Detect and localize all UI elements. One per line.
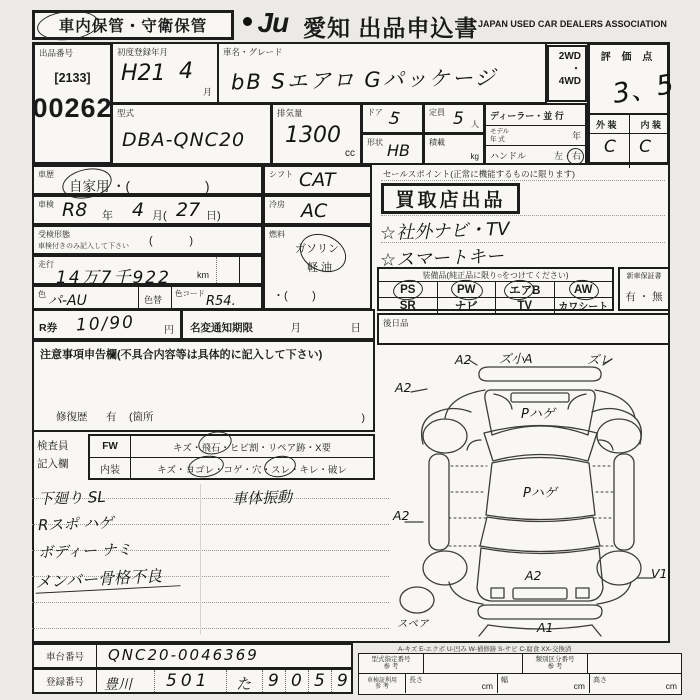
first-reg-month: 4 <box>179 59 193 84</box>
cert-use-label: 車検証利用 <box>366 677 397 684</box>
r-ticket-value: 10/90 <box>75 312 136 336</box>
load-unit: kg <box>470 152 479 161</box>
reg-div-1 <box>154 670 155 692</box>
repair-history-label: 修復歴 <box>56 411 88 423</box>
drive-box <box>547 45 587 102</box>
notes-area <box>32 484 391 642</box>
caution-label: 注意事項申告欄(不具合内容等は具体的に記入して下さい) <box>40 349 323 361</box>
r-ticket-box <box>32 309 182 340</box>
car-name-box <box>217 42 547 104</box>
mileage-extra-divider <box>239 257 240 283</box>
load-label: 積載 <box>429 138 445 147</box>
jyuken-note: 車検付きのみ記入して下さい <box>38 243 129 250</box>
score-value: 3、5 <box>610 68 677 111</box>
notes-dotline-6 <box>32 628 389 629</box>
car-name-value: bB Sエアロ Gパッケージ <box>230 65 498 95</box>
length-unit: cm <box>481 681 493 691</box>
equip-leather-seat: カワシート <box>558 302 609 313</box>
color-row <box>32 285 263 310</box>
height-label: 高さ <box>593 677 607 684</box>
damage-label-left-mid: A2 <box>393 508 410 523</box>
damage-label-top-left: A2 <box>455 352 472 367</box>
caution-box <box>32 340 375 432</box>
damage-label-bottom: A1 <box>537 620 554 635</box>
mileage-label: 走行 <box>38 260 54 269</box>
note-frame-defect: メンバー骨格不良 <box>34 562 180 594</box>
class-division-label: 類別区分番号 <box>535 656 575 663</box>
model-code-value: DBA-QNC20 <box>122 129 246 151</box>
reg-div-6 <box>331 670 332 692</box>
color-label: 色 <box>38 290 46 299</box>
capacity-unit: 人 <box>471 120 479 129</box>
color-value: パ-AU <box>48 293 87 309</box>
first-reg-month-unit: 月 <box>202 87 212 97</box>
damage-label-rear: A2 <box>525 568 542 583</box>
score-col-divider <box>629 113 630 168</box>
height-unit: cm <box>665 681 677 691</box>
class-division-value-cell <box>588 654 681 673</box>
interior-grade: C <box>639 137 651 157</box>
type-designation-ref: 参 考 <box>383 662 399 670</box>
door-value: 5 <box>387 108 402 130</box>
shaken-era: R8 <box>62 199 88 221</box>
inspector-label-2: 記入欄 <box>37 458 69 470</box>
sales-note-2: ☆スマートキー <box>379 245 505 272</box>
equip-airbag: エアB <box>509 284 541 297</box>
drive-separator: ・ <box>571 63 581 75</box>
damage-label-hood: Pハゲ <box>521 407 555 422</box>
capacity-box <box>423 103 485 134</box>
type-designation-label: 型式指定番号 <box>371 656 411 663</box>
damage-label-top-center: ズ小A <box>499 351 533 366</box>
chassis-value: QNC20-0046369 <box>108 646 259 664</box>
storage-stamp-text: 車内保管・守衛保管 <box>58 18 208 35</box>
displacement-label: 排気量 <box>277 108 303 118</box>
equip-navi: ナビ <box>454 300 478 313</box>
interior-items: キズ・ヨゴレ・コゲ・穴・スレ・キレ・破レ <box>157 464 347 476</box>
first-reg-box <box>111 42 219 104</box>
equipment-label: 装備品(純正品に限り○をつけてください) <box>422 270 569 280</box>
inspector-box <box>88 434 375 480</box>
fuel-paren: ・( ) <box>273 290 316 302</box>
fuel-gasoline: ガソリン <box>295 243 339 255</box>
handle-options: 左・右 <box>553 151 581 161</box>
car-name-label: 車名・グレード <box>223 47 283 57</box>
damage-diagram <box>393 348 670 640</box>
interior-row-label: 内装 <box>100 465 120 476</box>
score-box <box>587 42 677 165</box>
displacement-value: 1300 <box>285 123 341 148</box>
repair-location-close: ) <box>361 412 365 424</box>
repair-location-open: (箇所 <box>129 411 154 423</box>
shaken-year-unit: 年 <box>102 210 113 222</box>
chassis-row <box>32 643 353 669</box>
notes-col-divider <box>200 484 201 634</box>
shaken-day-close: 日) <box>206 210 221 222</box>
ju-logo <box>243 7 288 39</box>
width-label: 幅 <box>501 677 508 684</box>
reg-digit-3: 5 <box>314 671 325 691</box>
model-code-label: 型式 <box>117 108 135 118</box>
later-items-box <box>377 313 670 345</box>
ac-label: 冷房 <box>269 200 285 209</box>
reference-table <box>358 653 682 695</box>
mileage-cell-divider <box>216 257 217 283</box>
mileage-unit: km <box>197 270 209 280</box>
drive-4wd: 4WD <box>558 76 581 87</box>
damage-label-roof: Pハゲ <box>523 486 557 501</box>
chassis-label: 車台番号 <box>45 652 84 663</box>
shift-box <box>263 165 372 195</box>
handle-label: ハンドル <box>490 151 527 161</box>
fuel-diesel: 軽 油 <box>307 262 333 274</box>
cert-use-ref: 参 考 <box>375 683 389 690</box>
width-unit: cm <box>573 681 585 691</box>
mileage-row <box>32 255 263 288</box>
form-subtitle: JAPAN USED CAR DEALERS ASSOCIATION <box>478 19 667 29</box>
lot-bracket: [2133] <box>54 71 91 85</box>
equip-ps: PS <box>400 283 416 296</box>
note-body-vibration: 車体振動 <box>231 487 293 509</box>
drive-2wd: 2WD <box>558 51 581 62</box>
sales-point-area <box>377 165 670 272</box>
note-body-wave: ボディー ナミ <box>37 540 132 562</box>
jyuken-row <box>32 225 263 255</box>
model-year-label: モデル 年 式 <box>490 128 510 143</box>
model-year-unit: 年 <box>571 131 581 141</box>
load-box <box>423 133 485 165</box>
equip-aw: AW <box>573 283 593 296</box>
dealer-label: ディーラー・並 行 <box>490 110 564 121</box>
reg-digit-1: 9 <box>268 671 279 691</box>
shift-label: シフト <box>269 170 293 179</box>
equip-tv: TV <box>517 299 533 312</box>
storage-stamp-box <box>32 10 234 40</box>
name-change-month-unit: 月 <box>290 322 301 334</box>
r-ticket-label: R券 <box>39 322 58 334</box>
lot-number: 00262 <box>32 93 113 123</box>
damage-legend: A-キズ E-エクボ U-凹み W-補修跡 S-サビ C-腐食 XX-交換済 <box>398 646 572 653</box>
sales-dotline-2 <box>381 215 665 216</box>
color-code-label: 色コード <box>175 289 205 298</box>
registration-row <box>32 668 353 694</box>
buyback-stamp-box <box>381 183 520 214</box>
displacement-box <box>271 103 362 165</box>
door-label: ドア <box>367 108 383 117</box>
note-rear-spoiler: Rスポ ハゲ <box>37 513 114 535</box>
shape-value: HB <box>387 141 411 160</box>
length-label: 長さ <box>409 677 423 684</box>
ac-value: AC <box>301 200 328 222</box>
reg-class: 501 <box>166 671 211 691</box>
shift-value: CAT <box>299 169 336 191</box>
history-value: 自家用 <box>69 179 110 194</box>
repair-history-value: 有 <box>106 411 117 423</box>
reg-kana: た <box>236 675 252 693</box>
name-change-label: 名変通知期限 <box>190 322 253 334</box>
mileage-value: 14万7千922 <box>56 268 171 288</box>
color-code-value: R54. <box>206 294 236 309</box>
dealer-box <box>484 103 587 165</box>
capacity-label: 定員 <box>429 108 445 117</box>
exterior-grade: C <box>604 137 616 157</box>
first-reg-era: H21 <box>121 61 166 86</box>
jyuken-label: 受検形態 <box>38 230 70 239</box>
history-paren: ・( ) <box>112 179 210 194</box>
form-title: 愛知 出品申込書 <box>303 15 479 41</box>
reg-area: 豊川 <box>104 677 132 693</box>
warranty-options: 有 ・ 無 <box>625 290 663 303</box>
shaken-day: 27 <box>176 199 201 221</box>
registration-label: 登録番号 <box>45 677 84 688</box>
shaken-label: 車検 <box>38 200 54 209</box>
exterior-label: 外 装 <box>596 120 617 130</box>
reg-digit-2: 0 <box>291 671 302 691</box>
inspector-label-1: 検査員 <box>37 440 69 452</box>
score-label: 評 価 点 <box>600 52 657 63</box>
history-row <box>32 165 263 195</box>
shaken-month-open: 月( <box>152 210 167 222</box>
displacement-unit: cc <box>345 148 355 159</box>
r-ticket-unit: 円 <box>164 325 174 336</box>
shaken-month: 4 <box>132 199 145 221</box>
fw-label: FW <box>102 441 118 452</box>
shape-box <box>361 133 424 165</box>
ju-logo-text: Ju <box>257 7 289 38</box>
reg-digit-4: 9 <box>337 671 348 691</box>
warranty-box <box>618 267 670 311</box>
door-box <box>361 103 424 134</box>
fuel-label: 燃料 <box>269 230 285 239</box>
color-divider-2 <box>171 287 172 308</box>
buyback-stamp-text: 買取店出品 <box>395 190 506 211</box>
first-reg-label: 初度登録年月 <box>117 47 169 57</box>
notes-dotline-5 <box>32 602 389 603</box>
damage-label-right-rear: V1 <box>651 566 668 581</box>
equipment-box <box>377 267 614 311</box>
warranty-label: 新車保証書 <box>626 273 662 280</box>
sales-dotline-1 <box>381 180 665 181</box>
jyuken-paren: ( ) <box>149 235 193 247</box>
damage-label-left-upper: A2 <box>395 380 412 395</box>
reg-div-3 <box>262 670 263 692</box>
reg-div-4 <box>285 670 286 692</box>
shape-label: 形状 <box>367 138 383 147</box>
color-change-label: 色替 <box>144 295 163 305</box>
equip-pw: PW <box>456 283 476 296</box>
history-label: 車歴 <box>38 170 54 179</box>
capacity-value: 5 <box>453 109 464 129</box>
damage-label-top-right: ズレ <box>587 352 613 367</box>
lot-box <box>32 42 113 165</box>
model-code-box <box>111 103 272 165</box>
spare-tire-icon <box>400 587 434 613</box>
shaken-row <box>32 195 263 225</box>
reg-div-5 <box>308 670 309 692</box>
type-designation-value-cell <box>424 654 523 673</box>
fuel-box <box>263 225 372 310</box>
later-items-label: 後日品 <box>383 318 409 328</box>
name-change-box <box>181 309 375 340</box>
reg-div-2 <box>226 670 227 692</box>
color-divider-1 <box>138 287 139 308</box>
equip-sr: SR <box>399 299 416 312</box>
spare-tire-label: スペア <box>397 618 429 630</box>
ju-logo-dot-icon <box>243 17 252 26</box>
ac-box <box>263 195 372 225</box>
sales-point-label: セールスポイント(正常に機能するものに限ります) <box>383 169 575 179</box>
sales-note-1: ☆社外ナビ・TV <box>379 218 510 245</box>
score-row-divider <box>590 133 667 134</box>
class-division-ref: 参 考 <box>547 662 563 670</box>
note-underbody: 下廻り SL <box>37 487 106 509</box>
fw-items: キズ・飛石・ヒビ割・リペア跡・X要 <box>173 442 331 454</box>
name-change-day-unit: 日 <box>350 322 361 334</box>
interior-label: 内 装 <box>640 120 661 130</box>
lot-label: 出品番号 <box>39 48 74 58</box>
